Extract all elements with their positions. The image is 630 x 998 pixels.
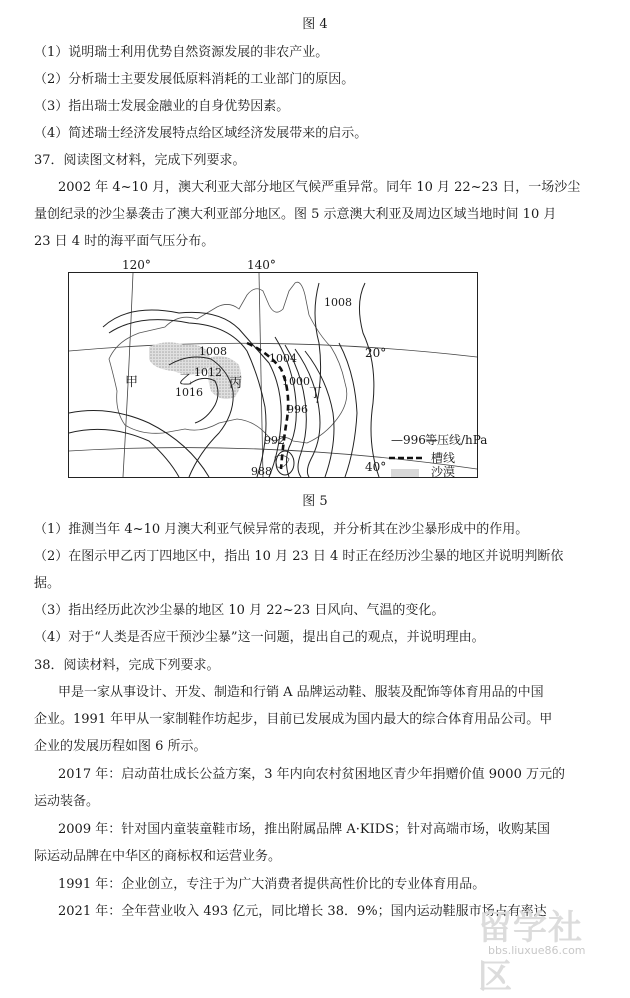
q38-paragraph-line: 企业。1991 年甲从一家制鞋作坊起步，目前已发展成为国内最大的综合体育用品公司。甲 xyxy=(34,712,553,727)
isobar-line xyxy=(359,283,379,477)
isobar-line xyxy=(69,411,209,477)
q38-timeline-2021: 2021 年：全年营业收入 493 亿元，同比增长 38．9%；国内运动鞋服市场占有率达 xyxy=(58,904,547,919)
watermark xyxy=(460,900,610,997)
isobar-low-988 xyxy=(276,451,294,475)
q37-item-2: （2）在图示甲乙丙丁四地区中，指出 10 月 23 日 4 时正在经历沙尘暴的地区并说明判断依 xyxy=(34,549,564,564)
legend-desert: 沙漠 xyxy=(431,465,456,479)
legend-isobar: 等压线/hPa xyxy=(425,433,488,447)
q37-paragraph-line: 量创纪录的沙尘暴袭击了澳大利亚部分地区。图 5 示意澳大利亚及周边区域当地时间 10 月 xyxy=(34,207,557,222)
isobar-line xyxy=(315,283,321,403)
q38-timeline-2017-cont: 运动装备。 xyxy=(34,794,100,809)
legend-trough-swatch xyxy=(389,455,423,461)
q36-item-2: （2）分析瑞士主要发展低原料消耗的工业部门的原因。 xyxy=(34,72,355,87)
q37-paragraph-line: 23 日 4 时的海平面气压分布。 xyxy=(34,234,215,249)
isobar-label: 1012 xyxy=(194,366,222,379)
q37-heading: 37．阅读图文材料，完成下列要求。 xyxy=(34,153,246,168)
q38-paragraph-line: 企业的发展历程如图 6 所示。 xyxy=(34,739,207,754)
q38-timeline-2009-cont: 际运动品牌在中华区的商标权和运营业务。 xyxy=(34,849,282,864)
q38-paragraph-line: 甲是一家从事设计、开发、制造和行销 A 品牌运动鞋、服装及配饰等体育用品的中国 xyxy=(58,685,544,700)
longitude-line-140 xyxy=(259,273,263,477)
q37-item-4: （4）对于“人类是否应干预沙尘暴”这一问题，提出自己的观点，并说明理由。 xyxy=(34,630,485,645)
legend-trough: 槽线 xyxy=(431,451,456,465)
watermark-url: bbs.liuxue86.com xyxy=(488,944,586,957)
legend-isobar-sample: —996— xyxy=(391,433,438,447)
lat-label-20: 20° xyxy=(365,346,387,360)
pressure-map xyxy=(68,272,488,479)
fig4-caption: 图 4 xyxy=(302,17,328,32)
q37-item-2-cont: 据。 xyxy=(34,576,61,591)
isobar-label: 1004 xyxy=(269,352,297,365)
isobar-label: 996 xyxy=(287,403,308,416)
q37-paragraph-line: 2002 年 4~10 月，澳大利亚大部分地区气候严重异常。同年 10 月 22~23 日，一场沙尘 xyxy=(58,180,581,195)
fig5-caption: 图 5 xyxy=(302,494,328,509)
q38-timeline-2009: 2009 年：针对国内童装童鞋市场，推出附属品牌 A·KIDS；针对高端市场，收购某国 xyxy=(58,822,551,837)
isobar-label: 992 xyxy=(264,434,285,447)
isobar-label: 1000 xyxy=(282,375,310,388)
watermark-logo-text: 留学社区 xyxy=(478,908,583,997)
q37-item-3: （3）指出经历此次沙尘暴的地区 10 月 22~23 日风向、气温的变化。 xyxy=(34,603,445,618)
lon-label-120: 120° xyxy=(122,258,151,272)
lon-label-140: 140° xyxy=(247,258,276,272)
isobar-label: 1008 xyxy=(324,296,352,309)
isobar-line xyxy=(339,343,357,477)
region-label-jia: 甲 xyxy=(125,375,139,390)
q38-timeline-1991: 1991 年：企业创立，专注于为广大消费者提供高性价比的专业体育用品。 xyxy=(58,877,486,892)
isobar-label: 1008 xyxy=(199,345,227,358)
isobar-label: 1016 xyxy=(175,386,203,399)
legend-desert-swatch xyxy=(391,469,419,477)
isobar-label: 988 xyxy=(251,465,272,478)
lat-label-40: 40° xyxy=(365,460,387,474)
q37-item-1: （1）推测当年 4~10 月澳大利亚气候异常的表现，并分析其在沙尘暴形成中的作用。 xyxy=(34,522,529,537)
q36-item-4: （4）简述瑞士经济发展特点给区域经济发展带来的启示。 xyxy=(34,126,368,141)
region-label-ding: 丁 xyxy=(309,386,323,401)
region-label-bing: 丙 xyxy=(229,376,243,391)
q36-item-1: （1）说明瑞士利用优势自然资源发展的非农产业。 xyxy=(34,45,329,60)
q36-item-3: （3）指出瑞士发展金融业的自身优势因素。 xyxy=(34,99,290,114)
region-label-yi: 乙 xyxy=(179,373,193,388)
q38-timeline-2017: 2017 年：启动苗壮成长公益方案，3 年内向农村贫困地区青少年捐赠价值 9000 万元的 xyxy=(58,767,565,782)
q38-heading: 38．阅读材料，完成下列要求。 xyxy=(34,658,220,673)
